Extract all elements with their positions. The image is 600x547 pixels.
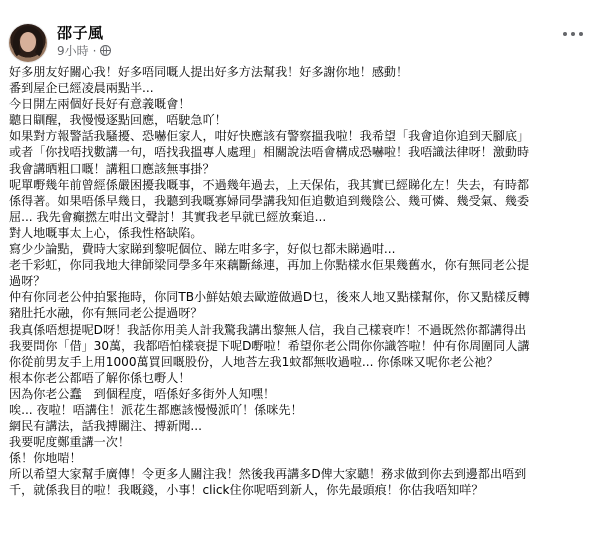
post-line: 所以希望大家幫手廣傳！令更多人關注我！然後我再講多D俾大家聽！務求做到你去到邊都出唔到 xyxy=(9,467,527,482)
post-line: 對人地嘅事太上心，係我性格缺陷。 xyxy=(9,225,203,240)
author-avatar[interactable] xyxy=(9,24,47,62)
post-line: 寫少少論點，費時大家睇到黎呢個位、睇左咁多字，好似乜都未睇過咁... xyxy=(9,242,396,257)
post-line: 我要問你「借」30萬，我都唔怕樣衰提下呢D嘢啦！希望你老公問你你識答啦！仲有你周圍同人講 xyxy=(9,338,530,353)
post-line: 你從前男友手上用1000萬買回嘅股份，人地荅左我1蚊都無收過啦... 你係咪又呢你老公祂？ xyxy=(9,354,499,369)
post-line: 係！你地啱！ xyxy=(9,451,82,466)
meta-separator: · xyxy=(92,43,97,58)
post-line: 係得著。如果唔係早幾日，我聽到我嘅寡婦同學講我知佢追數追到幾陰公、幾可憐、幾受氣、幾委 xyxy=(9,193,530,208)
post-line: 我真係唔想提呢D呀！我話你用美人計我驚我講出黎無人信，我自己樣衰咋！不過既然你都講得出 xyxy=(9,322,527,337)
more-dot xyxy=(563,32,567,36)
post-line: 屈... 我先會癲撚左咁出文聲討！其實我老早就已經放棄追... xyxy=(9,209,327,224)
post-line: 老千彩虹，你同我地大律師梁同學多年來藕斷絲連，再加上你點樣水佢果幾舊水，你有無同老公提 xyxy=(9,258,530,273)
more-horizontal-icon[interactable] xyxy=(563,26,583,42)
post-meta xyxy=(57,42,111,59)
post-line: 呢單嘢幾年前曾經係嚴困擾我嘅事，不過幾年過去，上天保佑，我其實已經睇化左！失去，有時都 xyxy=(9,177,530,192)
post-line: 千，就係我目的啦！我嘅錢，小事！click住你呢唔到新人，你先最頭痕！你估我唔知咩？ xyxy=(9,483,484,498)
post-line: 好多朋友好關心我！好多唔同嘅人提出好多方法幫我！好多謝你地！感動！ xyxy=(9,65,409,79)
avatar-face xyxy=(20,32,36,52)
post-line: 聽日瞓醒，我慢慢逐點回應，唔駛急吖！ xyxy=(9,113,227,128)
globe-icon[interactable] xyxy=(100,45,111,56)
post-line: 根本你老公都唔了解你係乜嘢人！ xyxy=(9,370,191,385)
post-line: 或者「你找唔找數講一句，唔找我搵專人處理」相關說法唔會構成恐嚇啦！我唔識法律呀！激動時 xyxy=(9,145,530,160)
post-line: 我要呢度鄭重講一次！ xyxy=(9,435,130,450)
more-dot xyxy=(579,32,583,36)
post-timestamp[interactable]: 9小時 xyxy=(57,44,89,58)
post-line: 如果對方報警話我騷擾、恐嚇佢家人，咁好快應該有警察搵我啦！我希望「我會追你追到天腳底」 xyxy=(9,129,530,144)
post-line: 網民有講法，話我搏關注、搏新聞... xyxy=(9,419,202,434)
post-line: 因為你老公蠢 到個程度，唔係好多街外人知嘿！ xyxy=(9,386,276,401)
post-line: 我會講晒粗口嘅！講粗口應該無事掛？ xyxy=(9,161,215,176)
post-line: 今日開左兩個好長好有意義嘅會！ xyxy=(9,97,191,112)
author-name[interactable]: 邵子風 xyxy=(57,24,104,42)
post-line: 番到屋企已經凌晨兩點半... xyxy=(9,81,154,96)
post-header xyxy=(9,20,591,64)
more-dot xyxy=(571,32,575,36)
post-line: 仲有你同老公仲拍緊拖時，你同TB小鮮姑娘去歐遊做過D乜，後來人地又點樣幫你，你又點樣反轉 xyxy=(9,290,530,305)
post-line: 過呀？ xyxy=(9,274,46,289)
post-line: 唉... 夜啦！唔講住！派花生都應該慢慢派吖！係咪先！ xyxy=(9,402,303,417)
post-body xyxy=(9,64,589,499)
post-line: 豬肚托水融，你有無同老公提過呀？ xyxy=(9,306,203,321)
